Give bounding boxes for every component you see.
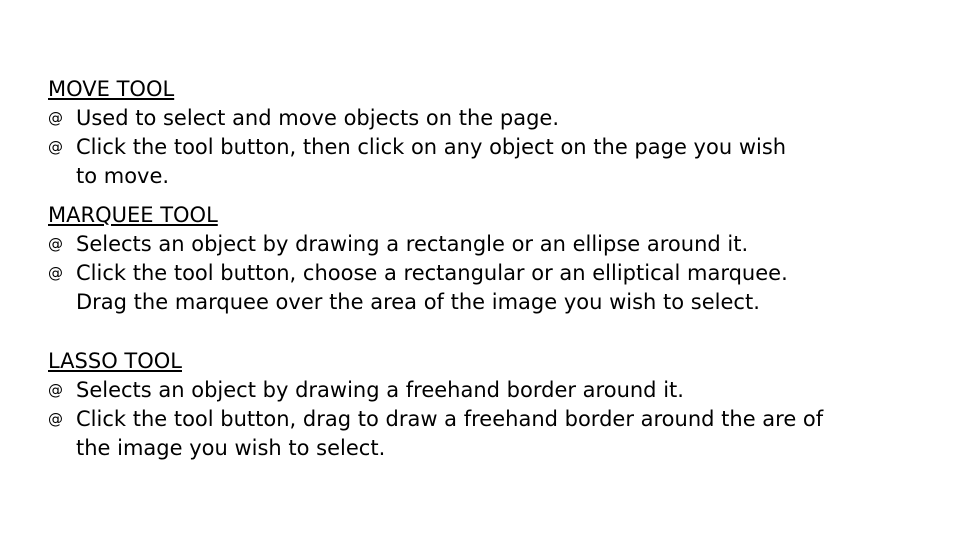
bullet-item — [48, 405, 928, 463]
bullet-item — [48, 376, 928, 405]
at-bullet-icon: @ — [48, 264, 63, 282]
at-bullet-icon: @ — [48, 235, 63, 253]
bullet-item — [48, 259, 928, 317]
section-lasso-tool — [48, 347, 928, 463]
at-bullet-icon: @ — [48, 381, 63, 399]
at-bullet-icon: @ — [48, 138, 63, 156]
bullet-item — [48, 104, 928, 133]
bullet-text-continued: the image you wish to select. — [76, 436, 386, 460]
section-heading: LASSO TOOL — [48, 349, 182, 373]
at-bullet-icon: @ — [48, 109, 63, 127]
bullet-text: Selects an object by drawing a freehand border around it. — [76, 378, 684, 402]
at-bullet-icon: @ — [48, 410, 63, 428]
section-move-tool — [48, 75, 928, 191]
bullet-text: Click the tool button, then click on any object on the page you wish — [76, 135, 787, 159]
bullet-item — [48, 230, 928, 259]
section-heading: MARQUEE TOOL — [48, 203, 218, 227]
bullet-text-continued: Drag the marquee over the area of the image you wish to select. — [76, 290, 760, 314]
section-marquee-tool — [48, 201, 928, 317]
bullet-text: Selects an object by drawing a rectangle or an ellipse around it. — [76, 232, 749, 256]
bullet-text: Click the tool button, drag to draw a freehand border around the are of — [76, 407, 824, 431]
bullet-item — [48, 133, 928, 191]
bullet-text-continued: to move. — [76, 164, 170, 188]
section-heading: MOVE TOOL — [48, 77, 175, 101]
bullet-text: Click the tool button, choose a rectangular or an elliptical marquee. — [76, 261, 788, 285]
bullet-text: Used to select and move objects on the page. — [76, 106, 559, 130]
